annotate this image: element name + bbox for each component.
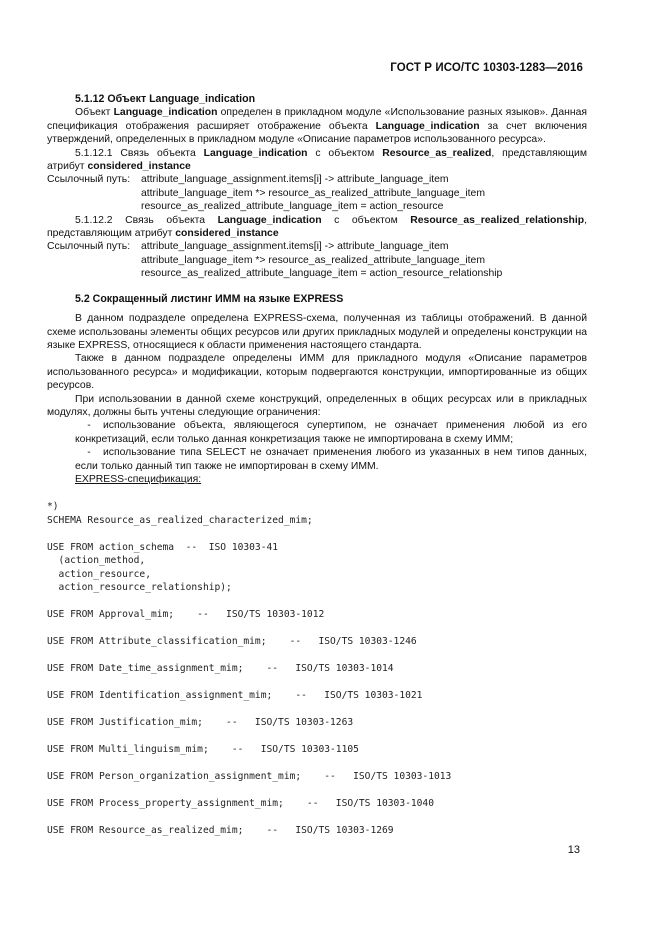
paragraph-5-2-intro: В данном подразделе определена EXPRESS-схема, полученная из таблицы отображений. В данной схеме использованы элементы общих ресурсов или других прикладных модулей и определены конструкции на языке EXPRESS, относящиеся к области применения настоящего стандарта. — [47, 313, 588, 351]
reference-path-line: attribute_language_assignment.items[i] -> attribute_language_item — [141, 174, 449, 186]
paragraph-5-2-constraints: При использовании в данной схеме конструкций, определенных в общих ресурсах или в прикладных модулях, должны быть учтены следующие ограничения: — [47, 393, 587, 418]
reference-path-line: resource_as_realized_attribute_language_item = action_resource_relationship — [141, 268, 503, 280]
code-line: USE FROM Attribute_classification_mim; -- ISO/TS 10303-1246 — [47, 636, 417, 647]
code-line: USE FROM Date_time_assignment_mim; -- ISO/TS 10303-1014 — [47, 663, 394, 674]
code-line: USE FROM action_schema -- ISO 10303-41 — [47, 541, 279, 553]
paragraph-5-2-mim: Также в данном подразделе определены ИММ для прикладного модуля «Описание параметров использованного ресурса» и модификации, которым подвергаются конструкции, импортированные из общих ресурсов. — [47, 353, 587, 392]
constraint-item-select: - использование типа SELECT не означает применения любого из указанных в нем типов данных, если только данный тип также не импортирован в схему ИММ. — [75, 447, 587, 472]
reference-path-lines — [141, 173, 587, 213]
reference-path-line: attribute_language_item *> resource_as_realized_attribute_language_item — [141, 187, 485, 199]
code-blank-line — [47, 527, 607, 541]
section-heading-5-2: 5.2 Сокращенный листинг ИММ на языке EXPRESS — [75, 292, 344, 305]
code-line: USE FROM Resource_as_realized_mim; -- ISO/TS 10303-1269 — [47, 825, 394, 836]
code-line: SCHEMA Resource_as_realized_characterized_mim; — [47, 514, 313, 526]
code-blank-line — [47, 784, 607, 798]
document-header: ГОСТ Р ИСО/ТС 10303-1283—2016 — [390, 62, 583, 74]
code-blank-line — [47, 622, 607, 636]
bullet-dash: - — [87, 420, 91, 432]
reference-path-label: Ссылочный путь: — [47, 174, 131, 186]
bullet-dash: - — [87, 447, 91, 459]
reference-path-5-1-12-2 — [47, 240, 587, 280]
reference-path-line: attribute_language_assignment.items[i] -> attribute_language_item — [141, 241, 449, 253]
paragraph-5-1-12: Объект Language_indication определен в прикладном модуле «Использование разных языков». Данная спецификация отображения расширяет отображение объекта Language_indication за счет включения утверждений, определенных в прикладном модуле «Описание параметров использованного ресурса». — [47, 107, 587, 146]
code-line: action_resource, — [47, 568, 151, 580]
reference-path-label: Ссылочный путь: — [47, 241, 131, 253]
code-blank-line — [47, 757, 607, 771]
section-heading-5-1-12: 5.1.12 Объект Language_indication — [75, 93, 256, 105]
express-code-listing — [47, 500, 607, 838]
subsection-title-5-1-12-1: 5.1.12.1 Связь объекта Language_indication с объектом Resource_as_realized, представляющим атрибут considered_instance — [47, 147, 588, 173]
code-blank-line — [47, 730, 607, 744]
code-line: *) — [47, 501, 59, 512]
page-number: 13 — [567, 844, 580, 856]
subsection-title-5-1-12-2: 5.1.12.2 Связь объекта Language_indication с объектом Resource_as_realized_relationship, представляющим атрибут considered_instance — [47, 214, 587, 240]
code-blank-line — [47, 595, 607, 609]
code-blank-line — [47, 703, 607, 717]
code-blank-line — [47, 676, 607, 690]
code-line: USE FROM Process_property_assignment_mim; -- ISO/TS 10303-1040 — [47, 798, 434, 809]
code-blank-line — [47, 649, 607, 663]
express-spec-label: EXPRESS-спецификация: — [75, 473, 202, 485]
code-line: USE FROM Justification_mim; -- ISO/TS 10303-1263 — [47, 717, 354, 728]
code-line: USE FROM Identification_assignment_mim; -- ISO/TS 10303-1021 — [47, 690, 423, 701]
code-line: action_resource_relationship); — [47, 582, 232, 593]
reference-path-line: resource_as_realized_attribute_language_item = action_resource — [141, 201, 444, 213]
document-body — [47, 93, 587, 486]
code-line: USE FROM Approval_mim; -- ISO/TS 10303-1012 — [47, 609, 325, 620]
reference-path-lines — [141, 240, 587, 280]
reference-path-5-1-12-1 — [47, 173, 587, 213]
code-line: USE FROM Multi_linguism_mim; -- ISO/TS 10303-1105 — [47, 744, 359, 755]
code-line: (action_method, — [47, 555, 146, 566]
code-line: USE FROM Person_organization_assignment_mim; -- ISO/TS 10303-1013 — [47, 771, 452, 782]
constraint-item-supertype: - использование объекта, являющегося супертипом, не означает применения любой из его конкретизаций, если только данная конкретизация также не импортирована в схему ИММ; — [75, 420, 587, 445]
reference-path-line: attribute_language_item *> resource_as_realized_attribute_language_item — [141, 254, 485, 266]
code-blank-line — [47, 811, 607, 825]
